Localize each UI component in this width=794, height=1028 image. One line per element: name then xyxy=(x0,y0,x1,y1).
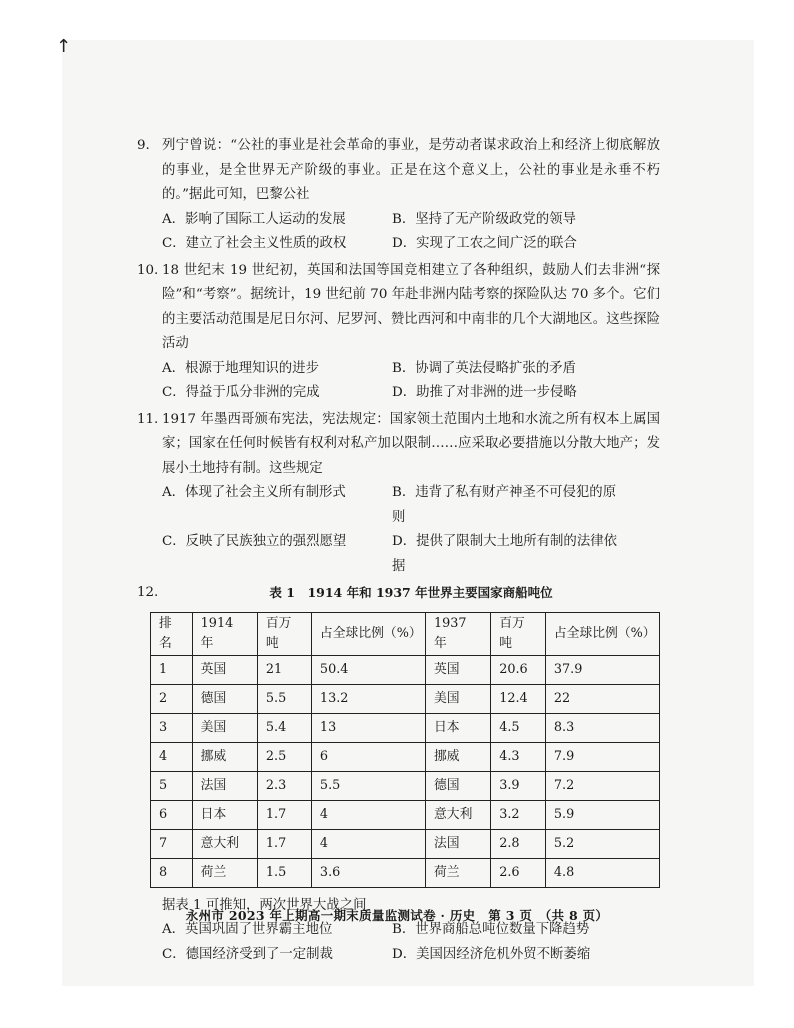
question-number: 10. xyxy=(137,262,159,278)
table-cell: 英国 xyxy=(192,655,257,684)
header-cell: 1914 年 xyxy=(192,612,257,655)
option-a: A．影响了国际工人运动的发展 xyxy=(162,211,346,227)
table-cell: 德国 xyxy=(192,684,257,713)
table-cell: 德国 xyxy=(426,771,491,800)
table-cell: 4 xyxy=(311,800,425,829)
table-cell: 荷兰 xyxy=(192,858,257,887)
option-d: D．实现了工农之间广泛的联合 xyxy=(392,236,577,251)
option-b: B．协调了英法侵略扩张的矛盾 xyxy=(392,360,576,376)
header-cell: 百万吨 xyxy=(491,612,546,655)
option-b: B．违背了私有财产神圣不可侵犯的原则 xyxy=(392,485,617,525)
table-cell: 5.2 xyxy=(545,829,659,858)
table-cell: 3.2 xyxy=(491,800,546,829)
question-stem: 据表 1 可推知，两次世界大战之间 xyxy=(162,897,367,913)
header-cell: 占全球比例（%） xyxy=(545,612,659,655)
table-cell: 4.5 xyxy=(491,713,546,742)
question-11 xyxy=(137,408,660,580)
table-row xyxy=(151,800,660,829)
table-cell: 4 xyxy=(311,829,425,858)
options xyxy=(162,481,660,579)
table-cell: 美国 xyxy=(192,713,257,742)
question-number: 9. xyxy=(137,138,150,153)
table-cell: 1.5 xyxy=(257,858,311,887)
option-c: C．德国经济受到了一定制裁 xyxy=(162,946,333,962)
option-c: C．得益于瓜分非洲的完成 xyxy=(162,385,320,400)
option-a: A．英国巩固了世界霸主地位 xyxy=(162,922,333,937)
table-cell: 挪威 xyxy=(192,742,257,771)
option-d: D．助推了对非洲的进一步侵略 xyxy=(392,385,577,400)
header-cell: 百万吨 xyxy=(257,612,311,655)
table-row xyxy=(151,771,660,800)
table-cell: 50.4 xyxy=(311,655,425,684)
table-cell: 3.9 xyxy=(491,771,546,800)
table-cell: 1 xyxy=(151,655,193,684)
header-cell: 排名 xyxy=(151,612,193,655)
option-a: A．体现了社会主义所有制形式 xyxy=(162,485,346,500)
options xyxy=(162,357,660,406)
table-cell: 7.9 xyxy=(545,742,659,771)
table-cell: 2 xyxy=(151,684,193,713)
table-cell: 法国 xyxy=(192,771,257,800)
option-b: B．世界商船总吨位数量下降趋势 xyxy=(392,922,590,937)
table-cell: 6 xyxy=(311,742,425,771)
table-cell: 4.3 xyxy=(491,742,546,771)
table-cell: 4 xyxy=(151,742,193,771)
table-cell: 13.2 xyxy=(311,684,425,713)
table-cell: 8.3 xyxy=(545,713,659,742)
table-cell: 22 xyxy=(545,684,659,713)
table-cell: 2.3 xyxy=(257,771,311,800)
question-stem: 18 世纪末 19 世纪初，英国和法国等国竞相建立了各种组织，鼓励人们去非洲“探险”和“考察”。据统计，19 世纪前 70 年赴非洲内陆考察的探险队达 70 多个。它们的主要活动范围是尼日尔河、尼罗河、赞比西河和中南非的几个大湖地区。这些探险活动 xyxy=(162,262,660,351)
question-number: 11. xyxy=(137,411,159,427)
table-cell: 4.8 xyxy=(545,858,659,887)
table-cell: 2.6 xyxy=(491,858,546,887)
question-stem: 1917 年墨西哥颁布宪法，宪法规定：国家领土范围内土地和水流之所有权本上属国家；国家在任何时候皆有权利对私产加以限制……应采取必要措施以分散大地产；发展小土地持有制。这些规定 xyxy=(162,411,660,476)
table-row xyxy=(151,655,660,684)
table-cell: 英国 xyxy=(426,655,491,684)
table-cell: 12.4 xyxy=(491,684,546,713)
table-cell: 5.4 xyxy=(257,713,311,742)
option-d: D．美国因经济危机外贸不断萎缩 xyxy=(392,946,591,962)
table-cell: 7 xyxy=(151,829,193,858)
option-b: B．坚持了无产阶级政党的领导 xyxy=(392,211,576,227)
table-cell: 1.7 xyxy=(257,800,311,829)
table-body xyxy=(151,655,660,887)
table-cell: 5 xyxy=(151,771,193,800)
question-number: 12. xyxy=(137,585,159,600)
table-cell: 8 xyxy=(151,858,193,887)
table-cell: 3 xyxy=(151,713,193,742)
table-cell: 荷兰 xyxy=(426,858,491,887)
table-cell: 7.2 xyxy=(545,771,659,800)
table-row xyxy=(151,742,660,771)
table-cell: 2.8 xyxy=(491,829,546,858)
table-header-row xyxy=(151,612,660,655)
table-cell: 20.6 xyxy=(491,655,546,684)
table-cell: 1.7 xyxy=(257,829,311,858)
table-cell: 意大利 xyxy=(426,800,491,829)
table-cell: 美国 xyxy=(426,684,491,713)
question-9 xyxy=(137,134,660,257)
table-row xyxy=(151,858,660,887)
table-cell: 5.5 xyxy=(311,771,425,800)
options xyxy=(162,918,660,967)
option-c: C．反映了民族独立的强烈愿望 xyxy=(162,534,347,549)
question-10 xyxy=(137,259,660,406)
table-cell: 37.9 xyxy=(545,655,659,684)
table-row xyxy=(151,829,660,858)
table-cell: 6 xyxy=(151,800,193,829)
table-cell: 21 xyxy=(257,655,311,684)
shipping-tonnage-table xyxy=(150,612,660,888)
table-cell: 5.5 xyxy=(257,684,311,713)
table-caption: 表 1 1914 年和 1937 年世界主要国家商船吨位 xyxy=(269,585,553,600)
table-row xyxy=(151,684,660,713)
option-a: A．根源于地理知识的进步 xyxy=(162,360,319,376)
table-cell: 挪威 xyxy=(426,742,491,771)
option-c: C．建立了社会主义性质的政权 xyxy=(162,236,347,251)
table-row xyxy=(151,713,660,742)
question-stem: 列宁曾说：“公社的事业是社会革命的事业，是劳动者谋求政治上和经济上彻底解放的事业，是全世界无产阶级的事业。正是在这个意义上，公社的事业是永垂不朽的。”据此可知，巴黎公社 xyxy=(162,138,660,202)
table-cell: 13 xyxy=(311,713,425,742)
table-cell: 法国 xyxy=(426,829,491,858)
options xyxy=(162,208,660,257)
table-cell: 日本 xyxy=(192,800,257,829)
table-cell: 3.6 xyxy=(311,858,425,887)
table-cell: 2.5 xyxy=(257,742,311,771)
table-cell: 意大利 xyxy=(192,829,257,858)
header-cell: 占全球比例（%） xyxy=(311,612,425,655)
page-footer: 永州市 2023 年上期高一期末质量监测试卷 · 历史 第 3 页 （共 8 页） xyxy=(185,908,609,923)
table-cell: 5.9 xyxy=(545,800,659,829)
header-cell: 1937 年 xyxy=(426,612,491,655)
option-d: D．提供了限制大土地所有制的法律依据 xyxy=(392,534,617,574)
questions-area xyxy=(137,134,660,969)
corner-mark: ↑ xyxy=(56,36,72,57)
table-cell: 日本 xyxy=(426,713,491,742)
